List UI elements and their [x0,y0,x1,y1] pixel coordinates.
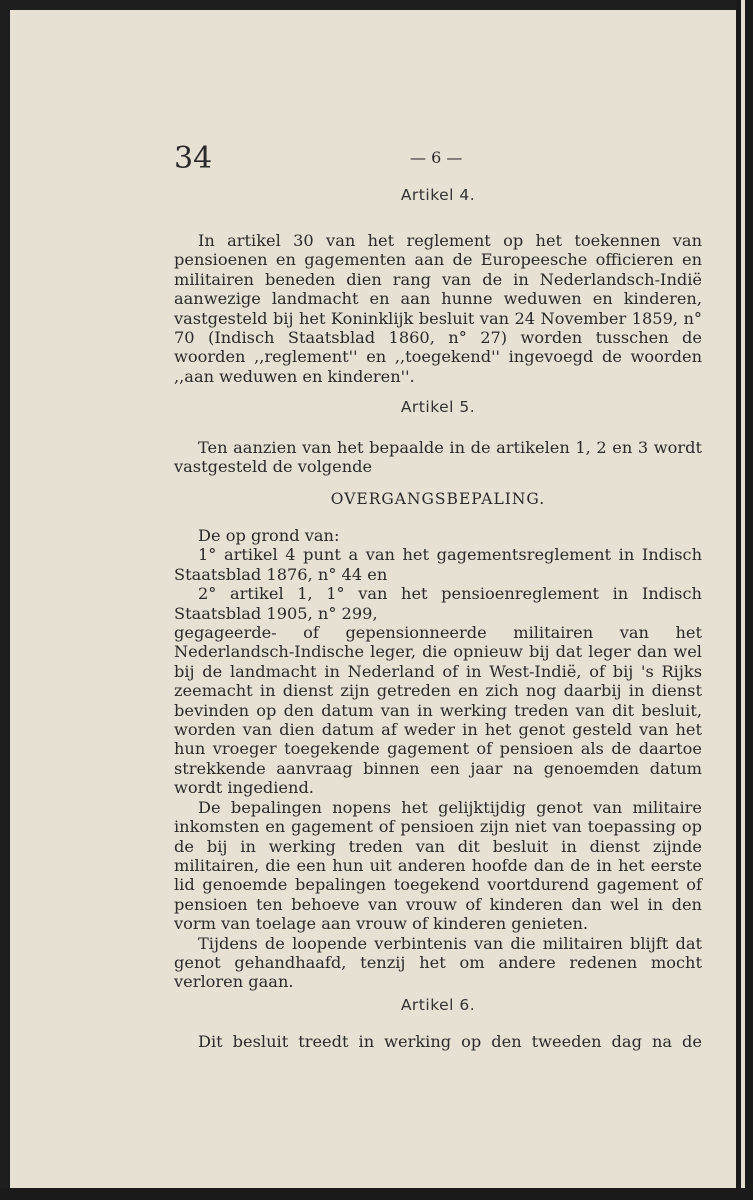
article-6-text: Dit besluit treedt in werking op den tweeden dag na de [198,1032,702,1051]
article-4-text: In artikel 30 van het reglement op het toekennen van pensioenen en gagementen aan de Europeesche officieren en militairen beneden dien rang van de in Nederlandsch-Indië aanwezige landmacht en aan hunne weduwen en kinderen, vastgesteld bij het Koninklijk besluit van 24 November 1859, n° 70 (Indisch Staatsblad 1860, n° 27) worden tusschen de woorden ,,reglement'' en ,,toegekend'' ingevoegd de woorden ,,aan weduwen en kinderen''. [174,231,702,386]
article-4-body [174,231,702,386]
article-5-intro-block [174,438,702,477]
article-6-heading: Artikel 6. [400,996,476,1014]
article-5-lead: De op grond van: [198,526,340,545]
article-5-para-3: Tijdens de loopende verbintenis van die militairen blijft dat genot gehandhaafd, tenzij het om andere redenen mocht verloren gaan. [174,933,702,992]
next-page-strip [741,0,745,1200]
article-5-intro: Ten aanzien van het bepaalde in de artikelen 1, 2 en 3 wordt vastgesteld de volgende [174,438,702,477]
article-5-para-2: De bepalingen nopens het gelijktijdig genot van militaire inkomsten en gagement of pensioen zijn niet van toepassing op de bij in werking treden van dit besluit in dienst zijnde militairen, die een hun uit anderen hoofde dan de in het eerste lid genoemde bepalingen toegekend voortdurend gagement of pensioen ten behoeve van vrouw of kinderen dan wel in den vorm van toelage aan vrouw of kinderen genieten. [174,797,702,934]
article-5-item-2: 2° artikel 1, 1° van het pensioenreglement in Indisch Staatsblad 1905, n° 299, [174,584,702,623]
transitional-provision-title: OVERGANGSBEPALING. [330,490,546,508]
page-marker: — 6 — [410,148,463,167]
page-edge-bottom [0,1188,753,1200]
article-5-body [174,526,702,992]
page-number: 34 [174,141,213,176]
article-6-body [174,1032,702,1051]
article-5-heading: Artikel 5. [400,398,476,416]
article-5-item-1: 1° artikel 4 punt a van het gagementsreglement in Indisch Staatsblad 1876, n° 44 en [174,545,702,584]
article-4-heading: Artikel 4. [400,186,476,204]
article-5-para-1: gegageerde- of gepensionneerde militairen van het Nederlandsch-Indische leger, die opnieuw bij dat leger dan wel bij de landmacht in Nederland of in West-Indië, of bij 's Rijks zeemacht in dienst zijn getreden en zich nog daarbij in dienst bevinden op den datum van in werking treden van dit besluit, worden van dien datum af weder in het genot gesteld van het hun vroeger toegekende gagement of pensioen als de daartoe strekkende aanvraag binnen een jaar na genoemden datum wordt ingediend. [174,623,702,798]
